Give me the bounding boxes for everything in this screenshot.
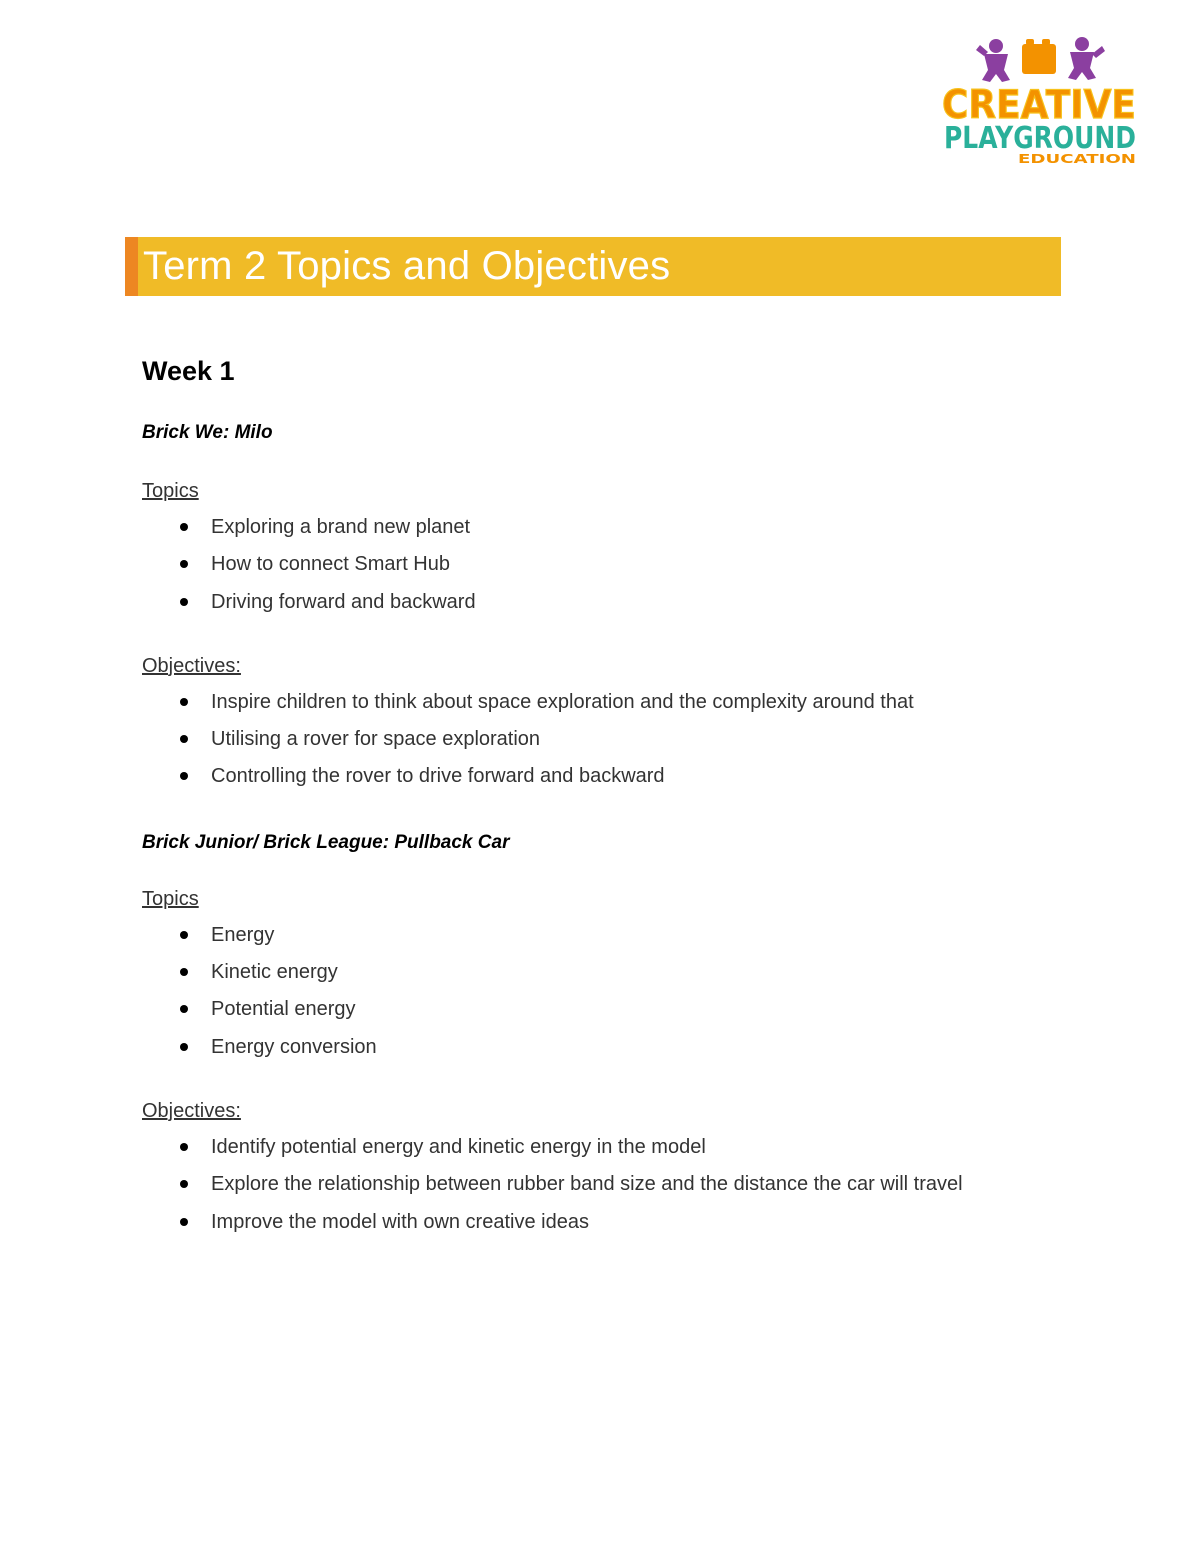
list-item (142, 726, 1092, 763)
course-title: Brick Junior/ Brick League: Pullback Car (142, 831, 510, 853)
bullet-icon (180, 1218, 188, 1226)
objectives-label: Objectives: (142, 1099, 241, 1122)
bullet-icon (180, 931, 188, 939)
logo-text-creative: CREATIVE (942, 83, 1136, 128)
objectives-label: Objectives: (142, 654, 241, 677)
list-item (142, 514, 1092, 551)
list-item (142, 1171, 1092, 1208)
course-title: Brick We: Milo (142, 422, 273, 443)
logo-text-education: EDUCATION (1018, 152, 1136, 166)
list-item (142, 763, 1092, 800)
list-item-text: Controlling the rover to drive forward and backward (211, 765, 665, 788)
list-item (142, 922, 1092, 959)
logo-figure-left (976, 39, 1010, 82)
logo-text-playground: PLAYGROUND (944, 121, 1136, 156)
list-item (142, 996, 1092, 1033)
bullet-icon (180, 1143, 188, 1151)
list-item (142, 1209, 1092, 1246)
week-heading: Week 1 (142, 356, 235, 386)
list-item-text: Kinetic energy (211, 961, 338, 984)
course-section-1 (142, 420, 1092, 801)
list-item (142, 689, 1092, 726)
list-item-text: Energy conversion (211, 1035, 377, 1058)
bullet-icon (180, 735, 188, 743)
list-item-text: Explore the relationship between rubber band size and the distance the car will travel (211, 1173, 963, 1196)
creative-playground-logo (934, 30, 1144, 170)
bullet-icon (180, 1043, 188, 1051)
document-body (142, 352, 1092, 1246)
topics-label: Topics (142, 887, 199, 910)
list-item-text: Inspire children to think about space exploration and the complexity around that (211, 690, 914, 713)
bullet-icon (180, 1005, 188, 1013)
list-item-text: Energy (211, 923, 275, 946)
course-section-2 (142, 830, 1092, 1246)
bullet-icon (180, 523, 188, 531)
list-item-text: Driving forward and backward (211, 590, 476, 613)
objectives-list (142, 689, 1092, 801)
bullet-icon (180, 698, 188, 706)
list-item (142, 959, 1092, 996)
bullet-icon (180, 560, 188, 568)
objectives-list (142, 1134, 1092, 1246)
title-banner (125, 237, 1061, 296)
bullet-icon (180, 598, 188, 606)
topics-list (142, 514, 1092, 626)
list-item (142, 589, 1092, 626)
bullet-icon (180, 968, 188, 976)
list-item (142, 551, 1092, 588)
list-item-text: Identify potential energy and kinetic energy in the model (211, 1135, 706, 1158)
list-item-text: Improve the model with own creative ideas (211, 1210, 589, 1233)
list-item-text: Utilising a rover for space exploration (211, 728, 541, 751)
list-item (142, 1034, 1092, 1071)
bullet-icon (180, 772, 188, 780)
logo-brick (1022, 39, 1056, 74)
topics-list (142, 922, 1092, 1071)
topics-label: Topics (142, 480, 199, 502)
bullet-icon (180, 1180, 188, 1188)
list-item-text: Potential energy (211, 998, 356, 1021)
logo-figure-right (1068, 37, 1105, 80)
logo-mark (934, 30, 1144, 170)
page-title: Term 2 Topics and Objectives (143, 244, 671, 288)
list-item (142, 1134, 1092, 1171)
list-item-text: How to connect Smart Hub (211, 553, 450, 576)
list-item-text: Exploring a brand new planet (211, 516, 471, 538)
